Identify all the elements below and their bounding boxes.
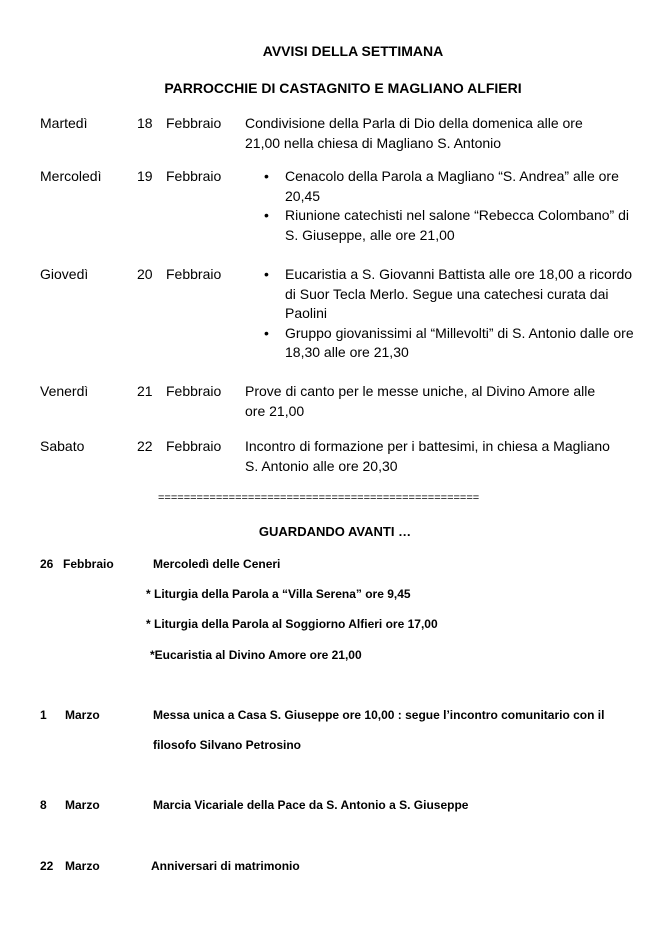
week-bullet-list [264, 265, 634, 363]
list-item [264, 265, 634, 324]
ahead-month: Marzo [65, 798, 100, 812]
page-title: AVVISI DELLA SETTIMANA [262, 43, 444, 59]
bullet-icon: • [264, 266, 269, 282]
page-subtitle: PARROCCHIE DI CASTAGNITO E MAGLIANO ALFIERI [164, 80, 522, 96]
ahead-month: Marzo [65, 708, 100, 722]
week-month: Febbraio [166, 383, 222, 399]
ahead-month: Febbraio [63, 557, 114, 571]
week-day: Giovedì [40, 266, 89, 282]
week-day: Sabato [40, 438, 85, 454]
ahead-date: 22 [40, 859, 54, 873]
week-month: Febbraio [166, 266, 222, 282]
ahead-title: Marcia Vicariale della Pace da S. Antonio a S. Giuseppe [153, 798, 469, 812]
list-item-text: Gruppo giovanissimi al “Millevolti” di S. Antonio dalle ore 18,30 alle ore 21,30 [285, 324, 634, 360]
ahead-subitem: * Liturgia della Parola al Soggiorno Alfieri ore 17,00 [146, 617, 438, 631]
week-day: Venerdì [40, 383, 89, 399]
week-day: Mercoledì [40, 168, 102, 184]
ahead-title: Mercoledì delle Ceneri [153, 557, 281, 571]
week-month: Febbraio [166, 438, 222, 454]
week-month: Febbraio [166, 168, 222, 184]
list-item [264, 324, 634, 363]
list-item-text: Eucaristia a S. Giovanni Battista alle ore 18,00 a ricordo di Suor Tecla Merlo. Segue una catechesi curata dai Paolini [285, 266, 633, 321]
ahead-month: Marzo [65, 859, 100, 873]
list-item [264, 206, 634, 245]
ahead-subitem: *Eucaristia al Divino Amore ore 21,00 [150, 648, 362, 662]
ahead-title: Anniversari di matrimonio [151, 859, 300, 873]
list-item-text: Cenacolo della Parola a Magliano “S. Andrea” alle ore 20,45 [285, 168, 619, 204]
ahead-title: Messa unica a Casa S. Giuseppe ore 10,00 : segue l’incontro comunitario con il [153, 708, 605, 722]
bullet-icon: • [264, 324, 269, 341]
week-date: 22 [137, 438, 153, 454]
week-description: Prove di canto per le messe uniche, al Divino Amore alle ore 21,00 [245, 383, 596, 419]
ahead-date: 8 [40, 798, 47, 812]
bullet-icon: • [264, 168, 269, 184]
list-item-text: Riunione catechisti nel salone “Rebecca Colombano” di S. Giuseppe, alle ore 21,00 [285, 207, 629, 243]
week-date: 21 [137, 383, 153, 399]
week-date: 20 [137, 266, 153, 282]
week-date: 18 [137, 115, 153, 131]
week-month: Febbraio [166, 115, 222, 131]
ahead-subitem: * Liturgia della Parola a “Villa Serena” ore 9,45 [146, 587, 411, 601]
week-bullet-list [264, 167, 634, 245]
section-separator: ================================================== [158, 492, 480, 504]
ahead-date: 1 [40, 708, 47, 722]
week-day: Martedì [40, 115, 88, 131]
week-date: 19 [137, 168, 153, 184]
bullet-icon: • [264, 207, 269, 223]
week-description: Condivisione della Parla di Dio della domenica alle ore 21,00 nella chiesa di Magliano S. Antonio [245, 115, 583, 151]
section-title-ahead: GUARDANDO AVANTI … [258, 524, 412, 539]
ahead-date: 26 [40, 557, 54, 571]
ahead-subitem: filosofo Silvano Petrosino [153, 738, 302, 752]
list-item [264, 167, 634, 206]
week-description: Incontro di formazione per i battesimi, in chiesa a Magliano S. Antonio alle ore 20,30 [245, 438, 610, 474]
